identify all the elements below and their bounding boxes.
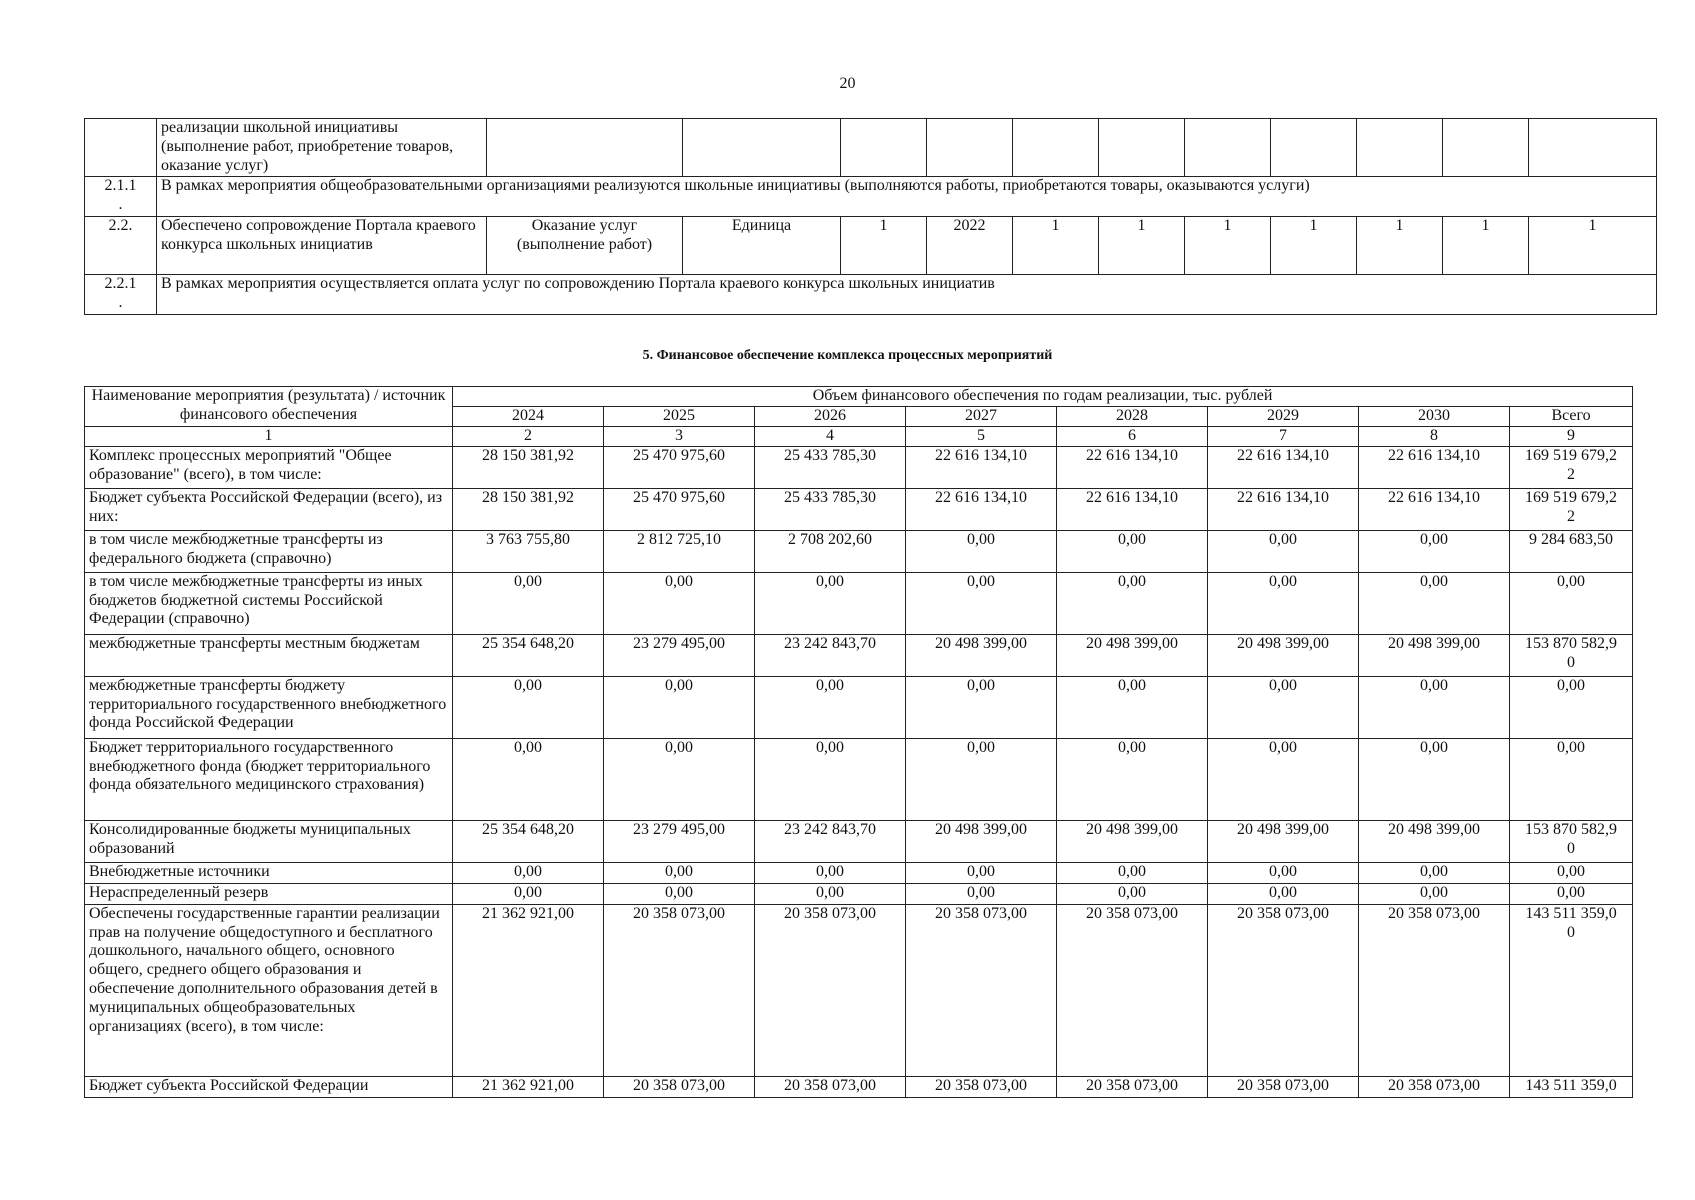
amount-cell: 0,00 [453,862,604,883]
amount-cell: 3 763 755,80 [453,530,604,572]
amount-cell: 0,00 [1359,862,1510,883]
year-header-cell: 2025 [604,406,755,426]
amount-cell: 20 498 399,00 [1057,634,1208,676]
amount-cell: 0,00 [1510,883,1633,904]
header-volume-cell: Объем финансового обеспечения по годам реализации, тыс. рублей [453,387,1633,407]
amount-cell: 0,00 [1208,883,1359,904]
amount-cell: 20 358 073,00 [1057,904,1208,1076]
column-number-cell: 8 [1359,426,1510,446]
column-number-cell: 5 [906,426,1057,446]
amount-cell: 20 358 073,00 [604,1076,755,1097]
year-header-cell: 2030 [1359,406,1510,426]
financing-row [85,862,1633,883]
financing-row [85,488,1633,530]
amount-cell: 0,00 [604,862,755,883]
amount-cell: 169 519 679,2 2 [1510,446,1633,488]
amount-cell: 20 358 073,00 [1359,904,1510,1076]
amount-cell: 22 616 134,10 [1057,446,1208,488]
activity-value-cell [1271,119,1357,177]
amount-cell: 0,00 [1510,676,1633,738]
amount-cell: 23 279 495,00 [604,634,755,676]
column-number-cell: 7 [1208,426,1359,446]
amount-cell: 0,00 [1208,676,1359,738]
amount-cell: 20 358 073,00 [1359,1076,1510,1097]
amount-cell: 0,00 [755,572,906,634]
amount-cell: 25 433 785,30 [755,488,906,530]
activity-value-cell: 1 [1013,217,1099,275]
amount-cell: 25 354 648,20 [453,634,604,676]
amount-cell: 20 358 073,00 [906,904,1057,1076]
amount-cell: 20 498 399,00 [1208,634,1359,676]
amount-cell: 22 616 134,10 [1208,446,1359,488]
source-name-cell: Комплекс процессных мероприятий "Общее образование" (всего), в том числе: [85,446,453,488]
activity-value-cell: 1 [1099,217,1185,275]
row-number-cell: 2.1.1 . [85,177,157,217]
column-number-cell: 6 [1057,426,1208,446]
amount-cell: 20 498 399,00 [906,820,1057,862]
source-name-cell: межбюджетные трансферты местным бюджетам [85,634,453,676]
amount-cell: 0,00 [906,676,1057,738]
financing-table [84,386,1633,1098]
amount-cell: 0,00 [453,676,604,738]
activity-value-cell: 1 [1529,217,1657,275]
activity-value-cell: 2022 [927,217,1013,275]
column-number-cell: 4 [755,426,906,446]
amount-cell: 0,00 [906,738,1057,820]
column-number-row [85,426,1633,446]
financing-row [85,634,1633,676]
amount-cell: 20 498 399,00 [1057,820,1208,862]
amount-cell: 23 242 843,70 [755,634,906,676]
amount-cell: 0,00 [1359,572,1510,634]
amount-cell: 25 433 785,30 [755,446,906,488]
amount-cell: 0,00 [906,572,1057,634]
amount-cell: 0,00 [755,862,906,883]
amount-cell: 20 498 399,00 [1359,820,1510,862]
amount-cell: 0,00 [1208,530,1359,572]
amount-cell: 0,00 [1359,676,1510,738]
activity-value-cell: 1 [1185,217,1271,275]
amount-cell: 0,00 [755,883,906,904]
amount-cell: 0,00 [604,883,755,904]
source-name-cell: Нераспределенный резерв [85,883,453,904]
amount-cell: 28 150 381,92 [453,488,604,530]
amount-cell: 143 511 359,0 0 [1510,904,1633,1076]
amount-cell: 22 616 134,10 [1208,488,1359,530]
activity-name-cell: Обеспечено сопровождение Портала краевого конкурса школьных инициатив [157,217,487,275]
amount-cell: 20 498 399,00 [1359,634,1510,676]
amount-cell: 0,00 [755,676,906,738]
amount-cell: 0,00 [1057,738,1208,820]
amount-cell: 0,00 [604,738,755,820]
source-name-cell: Внебюджетные источники [85,862,453,883]
amount-cell: 0,00 [906,883,1057,904]
column-number-cell: 1 [85,426,453,446]
amount-cell: 0,00 [1057,883,1208,904]
amount-cell: 0,00 [1359,883,1510,904]
amount-cell: 0,00 [755,738,906,820]
description-cell: В рамках мероприятия общеобразовательными организациями реализуются школьные инициативы (выполняются работы, приобретаются товары, оказываются услуги) [157,177,1657,217]
amount-cell: 0,00 [1510,738,1633,820]
amount-cell: 25 470 975,60 [604,446,755,488]
source-name-cell: Консолидированные бюджеты муниципальных образований [85,820,453,862]
activity-value-cell [487,119,683,177]
amount-cell: 169 519 679,2 2 [1510,488,1633,530]
row-number-cell: 2.2. [85,217,157,275]
amount-cell: 20 358 073,00 [1208,1076,1359,1097]
activity-value-cell: Единица [683,217,841,275]
amount-cell: 0,00 [1057,572,1208,634]
amount-cell: 21 362 921,00 [453,904,604,1076]
source-name-cell: межбюджетные трансферты бюджету территориального государственного внебюджетного фонда Российской Федерации [85,676,453,738]
header-name-cell: Наименование мероприятия (результата) / источник финансового обеспечения [85,387,453,427]
amount-cell: 28 150 381,92 [453,446,604,488]
activities-table [84,118,1657,315]
activity-value-cell: 1 [1271,217,1357,275]
amount-cell: 20 498 399,00 [906,634,1057,676]
amount-cell: 20 358 073,00 [906,1076,1057,1097]
amount-cell: 21 362 921,00 [453,1076,604,1097]
activity-value-cell: Оказание услуг (выполнение работ) [487,217,683,275]
activity-row [85,217,1657,275]
activity-value-cell [683,119,841,177]
financing-row [85,446,1633,488]
activity-name-cell: реализации школьной инициативы (выполнение работ, приобретение товаров, оказание услуг) [157,119,487,177]
description-cell: В рамках мероприятия осуществляется оплата услуг по сопровождению Портала краевого конкурса школьных инициатив [157,275,1657,315]
amount-cell: 0,00 [453,738,604,820]
row-number-cell: 2.2.1 . [85,275,157,315]
year-header-cell: 2028 [1057,406,1208,426]
amount-cell: 20 358 073,00 [755,904,906,1076]
amount-cell: 22 616 134,10 [1359,446,1510,488]
amount-cell: 0,00 [906,530,1057,572]
activity-value-cell [1013,119,1099,177]
activity-value-cell: 1 [841,217,927,275]
year-header-cell: 2024 [453,406,604,426]
amount-cell: 0,00 [1359,738,1510,820]
amount-cell: 0,00 [1057,862,1208,883]
amount-cell: 25 470 975,60 [604,488,755,530]
financing-row [85,1076,1633,1097]
activity-row [85,275,1657,315]
amount-cell: 20 358 073,00 [1208,904,1359,1076]
amount-cell: 20 498 399,00 [1208,820,1359,862]
year-header-cell: 2026 [755,406,906,426]
amount-cell: 0,00 [1208,738,1359,820]
column-number-cell: 9 [1510,426,1633,446]
amount-cell: 2 812 725,10 [604,530,755,572]
amount-cell: 0,00 [1057,530,1208,572]
amount-cell: 153 870 582,9 0 [1510,820,1633,862]
amount-cell: 0,00 [906,862,1057,883]
column-number-cell: 2 [453,426,604,446]
amount-cell: 143 511 359,0 [1510,1076,1633,1097]
amount-cell: 0,00 [453,883,604,904]
amount-cell: 0,00 [1510,572,1633,634]
page-number: 20 [839,75,856,92]
activity-value-cell [1443,119,1529,177]
activity-value-cell [1185,119,1271,177]
section-title: 5. Финансовое обеспечение комплекса процессных мероприятий [642,348,1053,363]
amount-cell: 22 616 134,10 [1057,488,1208,530]
activity-row [85,119,1657,177]
activity-value-cell [927,119,1013,177]
source-name-cell: в том числе межбюджетные трансферты из федерального бюджета (справочно) [85,530,453,572]
activity-value-cell [1357,119,1443,177]
amount-cell: 23 242 843,70 [755,820,906,862]
amount-cell: 0,00 [1510,862,1633,883]
amount-cell: 0,00 [453,572,604,634]
amount-cell: 20 358 073,00 [755,1076,906,1097]
amount-cell: 20 358 073,00 [604,904,755,1076]
amount-cell: 23 279 495,00 [604,820,755,862]
amount-cell: 25 354 648,20 [453,820,604,862]
amount-cell: 0,00 [1359,530,1510,572]
amount-cell: 2 708 202,60 [755,530,906,572]
activity-value-cell [1529,119,1657,177]
activity-value-cell [1099,119,1185,177]
amount-cell: 22 616 134,10 [1359,488,1510,530]
activity-value-cell: 1 [1357,217,1443,275]
financing-row [85,883,1633,904]
activity-row [85,177,1657,217]
header-row [85,387,1633,407]
activity-value-cell [841,119,927,177]
amount-cell: 0,00 [1057,676,1208,738]
source-name-cell: Бюджет территориального государственного внебюджетного фонда (бюджет территориального фонда обязательного медицинского страхования) [85,738,453,820]
amount-cell: 9 284 683,50 [1510,530,1633,572]
row-number-cell [85,119,157,177]
financing-row [85,572,1633,634]
year-header-cell: 2027 [906,406,1057,426]
amount-cell: 0,00 [604,572,755,634]
amount-cell: 20 358 073,00 [1057,1076,1208,1097]
amount-cell: 0,00 [1208,862,1359,883]
financing-row [85,738,1633,820]
amount-cell: 22 616 134,10 [906,446,1057,488]
amount-cell: 22 616 134,10 [906,488,1057,530]
source-name-cell: Бюджет субъекта Российской Федерации (всего), из них: [85,488,453,530]
financing-row [85,530,1633,572]
amount-cell: 153 870 582,9 0 [1510,634,1633,676]
financing-row [85,904,1633,1076]
year-header-cell: Всего [1510,406,1633,426]
source-name-cell: в том числе межбюджетные трансферты из иных бюджетов бюджетной системы Российской Федерации (справочно) [85,572,453,634]
column-number-cell: 3 [604,426,755,446]
amount-cell: 0,00 [604,676,755,738]
financing-row [85,820,1633,862]
source-name-cell: Бюджет субъекта Российской Федерации [85,1076,453,1097]
activity-value-cell: 1 [1443,217,1529,275]
financing-row [85,676,1633,738]
amount-cell: 0,00 [1208,572,1359,634]
source-name-cell: Обеспечены государственные гарантии реализации прав на получение общедоступного и бесплатного дошкольного, начального общего, основного общего, среднего общего образования и обеспечение дополнительного образования детей в муниципальных общеобразовательных организациях (всего), в том числе: [85,904,453,1076]
year-header-cell: 2029 [1208,406,1359,426]
